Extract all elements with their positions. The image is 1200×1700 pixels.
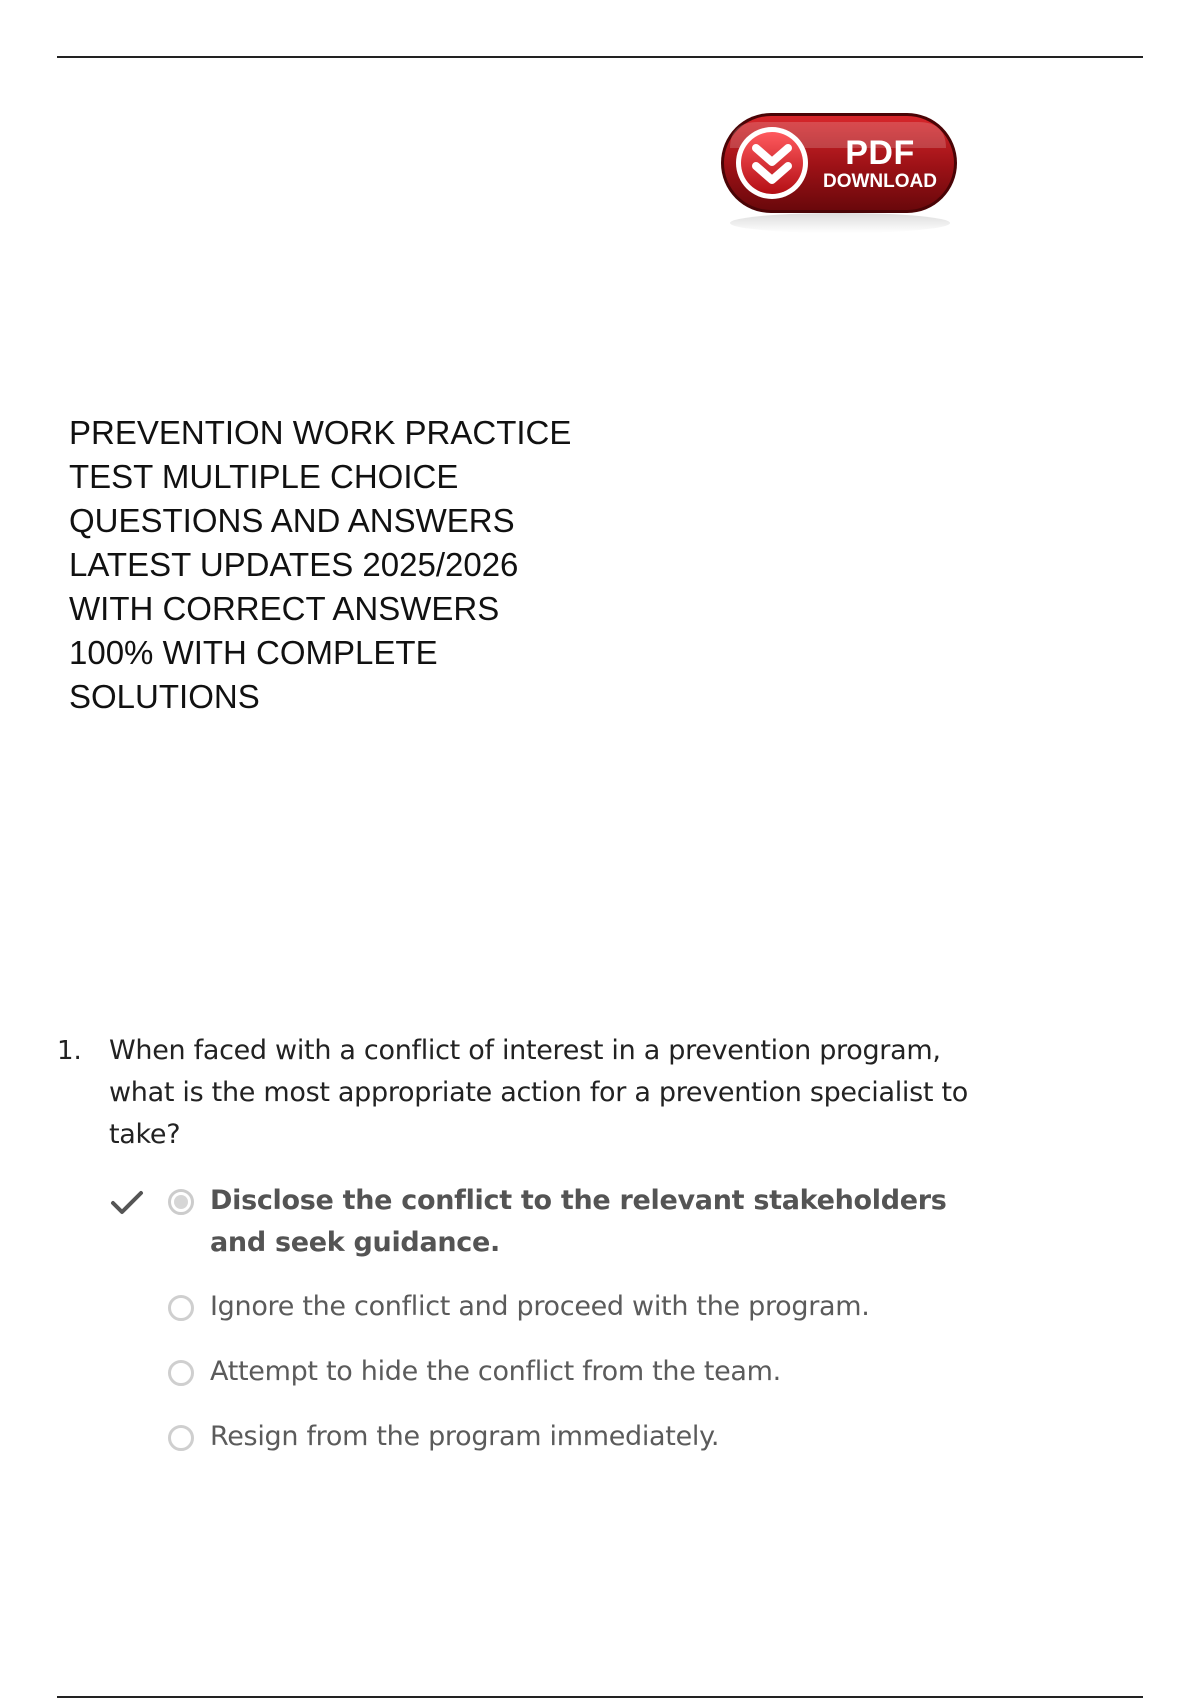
pdf-badge-text [810, 136, 950, 191]
pdf-download-button[interactable] [718, 110, 963, 240]
answer-option-label: Ignore the conflict and proceed with the program. [210, 1291, 870, 1322]
radio-button-selected[interactable] [168, 1189, 194, 1215]
question-number: 1. [57, 1036, 82, 1066]
answer-option-label: Disclose the conflict to the relevant stakeholders and seek guidance. [210, 1185, 947, 1258]
radio-button[interactable] [168, 1295, 194, 1321]
pdf-label: PDF [845, 134, 915, 172]
checkmark-icon [110, 1188, 144, 1218]
bottom-divider [57, 1696, 1143, 1698]
radio-button[interactable] [168, 1360, 194, 1386]
document-title: PREVENTION WORK PRACTICE TEST MULTIPLE CHOICE QUESTIONS AND ANSWERS LATEST UPDATES 2025/2026 WITH CORRECT ANSWERS 100% WITH COMPLETE SOLUTIONS [69, 414, 572, 715]
top-divider [57, 56, 1143, 58]
download-label: DOWNLOAD [823, 171, 937, 192]
answer-option-label: Attempt to hide the conflict from the team. [210, 1356, 781, 1387]
radio-button[interactable] [168, 1425, 194, 1451]
question-text: When faced with a conflict of interest in a prevention program, what is the most appropriate action for a prevention specialist to take? [109, 1035, 968, 1150]
answer-option-label: Resign from the program immediately. [210, 1421, 720, 1452]
